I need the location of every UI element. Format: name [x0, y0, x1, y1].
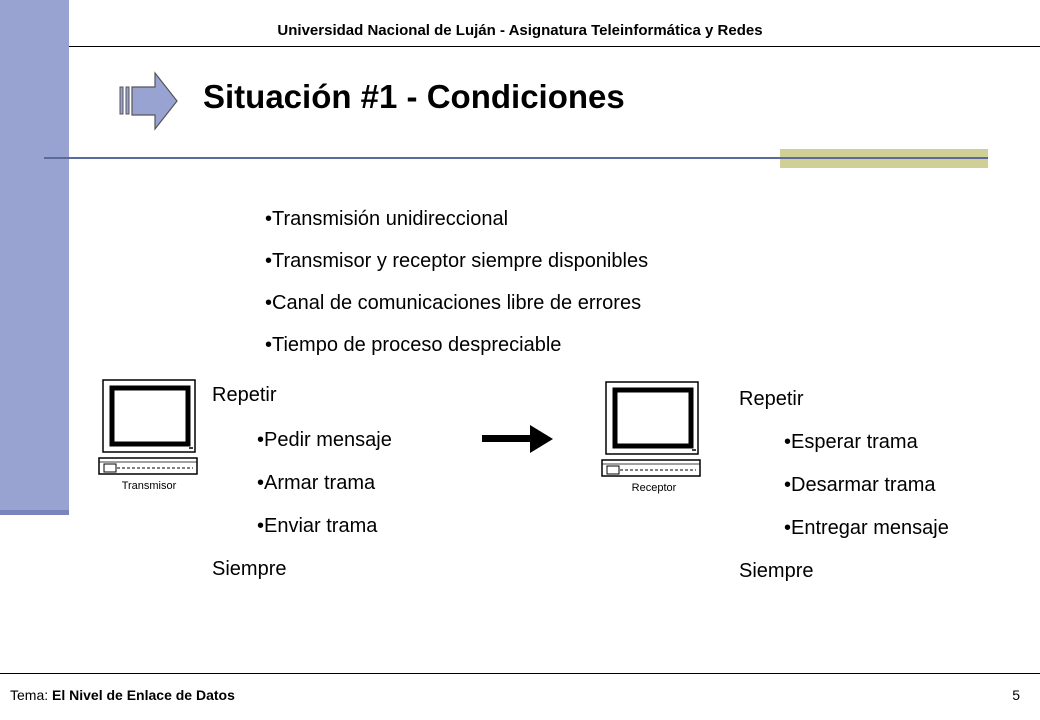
- condition-item: •Transmisor y receptor siempre disponibles: [265, 250, 649, 272]
- left-sidebar-bar: [0, 0, 69, 514]
- conditions-list: [265, 198, 648, 366]
- transmitter-step: •Pedir mensaje: [257, 429, 392, 451]
- transmission-arrow-icon: [480, 422, 555, 456]
- receiver-until: Siempre: [739, 560, 814, 582]
- receiver-step: •Esperar trama: [784, 431, 918, 453]
- condition-item: •Transmisión unidireccional: [265, 208, 509, 230]
- transmitter-step: •Armar trama: [257, 472, 376, 494]
- receiver-step: •Entregar mensaje: [784, 517, 949, 539]
- condition-item: •Tiempo de proceso despreciable: [265, 334, 562, 356]
- transmitter-until: Siempre: [212, 558, 287, 580]
- block-arrow-icon: [115, 70, 181, 132]
- transmitter-computer-icon: [97, 378, 201, 476]
- receiver-computer-icon: [600, 380, 704, 478]
- title-underline: [44, 157, 988, 159]
- footer-divider: [0, 673, 1040, 674]
- receiver-repeat: Repetir: [739, 388, 804, 410]
- footer-topic-prefix: Tema:: [10, 687, 49, 703]
- transmitter-step: •Enviar trama: [257, 515, 378, 537]
- transmitter-repeat: Repetir: [212, 384, 277, 406]
- left-sidebar-shadow: [0, 510, 69, 515]
- page-number: 5: [1012, 687, 1020, 703]
- header-institution: Universidad Nacional de Luján - Asignatura Teleinformática y Redes: [277, 22, 763, 39]
- receiver-label: Receptor: [631, 482, 677, 494]
- footer-topic-name: El Nivel de Enlace de Datos: [52, 687, 235, 703]
- condition-item: •Canal de comunicaciones libre de errores: [265, 292, 642, 314]
- receiver-step: •Desarmar trama: [784, 474, 936, 496]
- slide-title: Situación #1 - Condiciones: [203, 78, 625, 115]
- transmitter-label: Transmisor: [121, 480, 177, 492]
- footer-topic: [10, 687, 235, 703]
- header-divider: [69, 46, 1040, 47]
